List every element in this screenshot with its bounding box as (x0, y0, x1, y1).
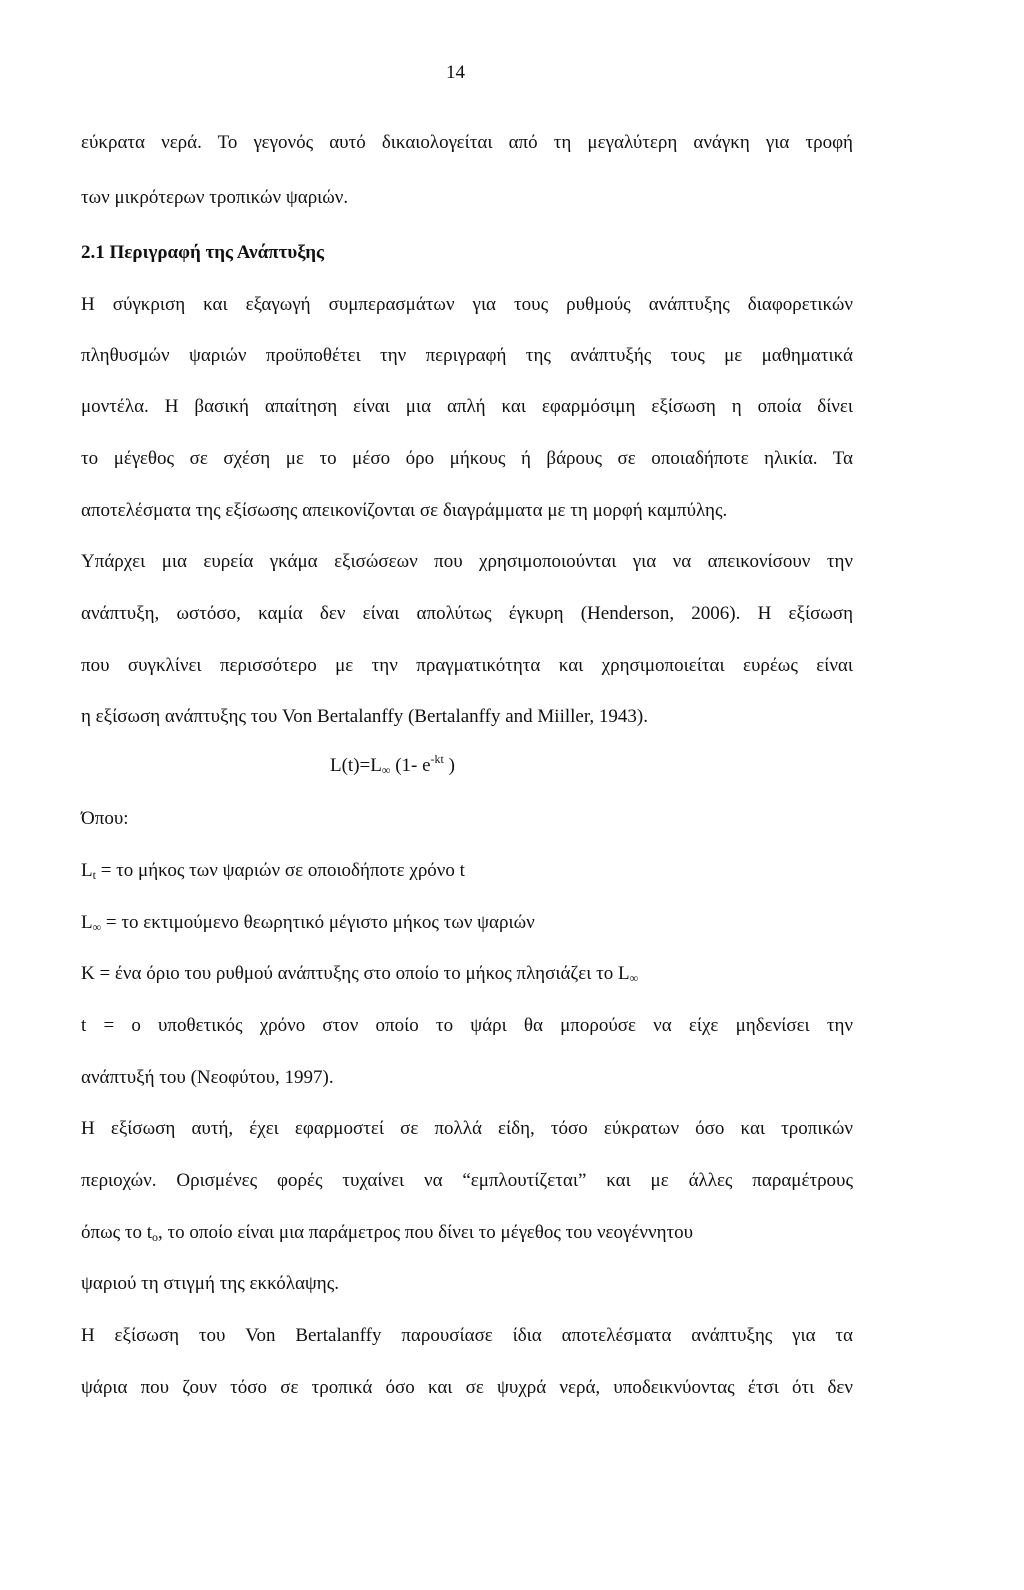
text-line: η εξίσωση ανάπτυξης του Von Bertalanffy (Bertalanffy and Miiller, 1943). (81, 706, 648, 727)
definition-t: t = ο υποθετικός χρόνο στον οποίο το ψάρι θα μπορούσε να είχε μηδενίσει την (81, 1015, 853, 1036)
text-line: αποτελέσματα της εξίσωσης απεικονίζονται σε διαγράμματα με τη μορφή καμπύλης. (81, 500, 728, 521)
definition-k: K = ένα όριο του ρυθμού ανάπτυξης στο οποίο το μήκος πλησιάζει το $L_\infty$ (81, 963, 639, 985)
where-label: Όπου: (81, 808, 129, 829)
text-line: περιοχών. Ορισμένες φορές τυχαίνει να “εμπλουτίζεται” και με άλλες παραμέτρους (81, 1170, 853, 1191)
growth-formula (330, 752, 455, 778)
formula-mid: (1- e (390, 755, 431, 776)
definition-lt: $L_t = \tau o$ μήκος των ψαριών σε οποιοδήποτε χρόνο t (81, 860, 465, 882)
definition-linf: $L_\infty = \tau o$ εκτιμούμενο θεωρητικό μέγιστο μήκος των ψαριών (81, 912, 535, 934)
text-line: εύκρατα νερά. Το γεγονός αυτό δικαιολογείται από τη μεγαλύτερη ανάγκη για τροφή (81, 132, 853, 153)
formula-end: ) (443, 755, 455, 776)
text-line: πληθυσμών ψαριών προϋποθέτει την περιγραφή της ανάπτυξής τους με μαθηματικά (81, 345, 853, 366)
text-line: Η εξίσωση του Von Bertalanffy παρουσίασε ίδια αποτελέσματα ανάπτυξης για τα (81, 1325, 853, 1346)
text-line: μοντέλα. Η βασική απαίτηση είναι μια απλή και εφαρμόσιμη εξίσωση η οποία δίνει (81, 396, 853, 417)
text-line: Υπάρχει μια ευρεία γκάμα εξισώσεων που χρησιμοποιούνται για να απεικονίσουν την (81, 551, 853, 572)
text-line: Η εξίσωση αυτή, έχει εφαρμοστεί σε πολλά είδη, τόσο εύκρατων όσο και τροπικών (81, 1118, 853, 1139)
text-line: Η σύγκριση και εξαγωγή συμπερασμάτων για τους ρυθμούς ανάπτυξης διαφορετικών (81, 294, 853, 315)
text-line: των μικρότερων τροπικών ψαριών. (81, 187, 349, 208)
text-line: ψαριού τη στιγμή της εκκόλαψης. (81, 1273, 340, 1294)
formula-exp: -kt (430, 752, 444, 766)
formula-inf: ∞ (381, 763, 391, 777)
text-line: ανάπτυξή του (Νεοφύτου, 1997). (81, 1067, 334, 1088)
text-line: ανάπτυξη, ωστόσο, καμία δεν είναι απολύτως έγκυρη (Henderson, 2006). Η εξίσωση (81, 603, 853, 624)
page-number: 14 (446, 62, 465, 83)
text-line: ψάρια που ζουν τόσο σε τροπικά όσο και σε ψυχρά νερά, υποδεικνύοντας έτσι ότι δεν (81, 1377, 853, 1398)
text-line: που συγκλίνει περισσότερο με την πραγματικότητα και χρησιμοποιείται ευρέως είναι (81, 655, 853, 676)
text-line: το μέγεθος σε σχέση με το μέσο όρο μήκους ή βάρους σε οποιαδήποτε ηλικία. Τα (81, 448, 853, 469)
text-line-t0: όπως το $t_o$, το οποίο είναι μια παράμετρος που δίνει το μέγεθος του νεογέννητου (81, 1222, 694, 1244)
formula-lhs: L(t)=L (330, 755, 382, 776)
section-heading: 2.1 Περιγραφή της Ανάπτυξης (81, 242, 325, 263)
